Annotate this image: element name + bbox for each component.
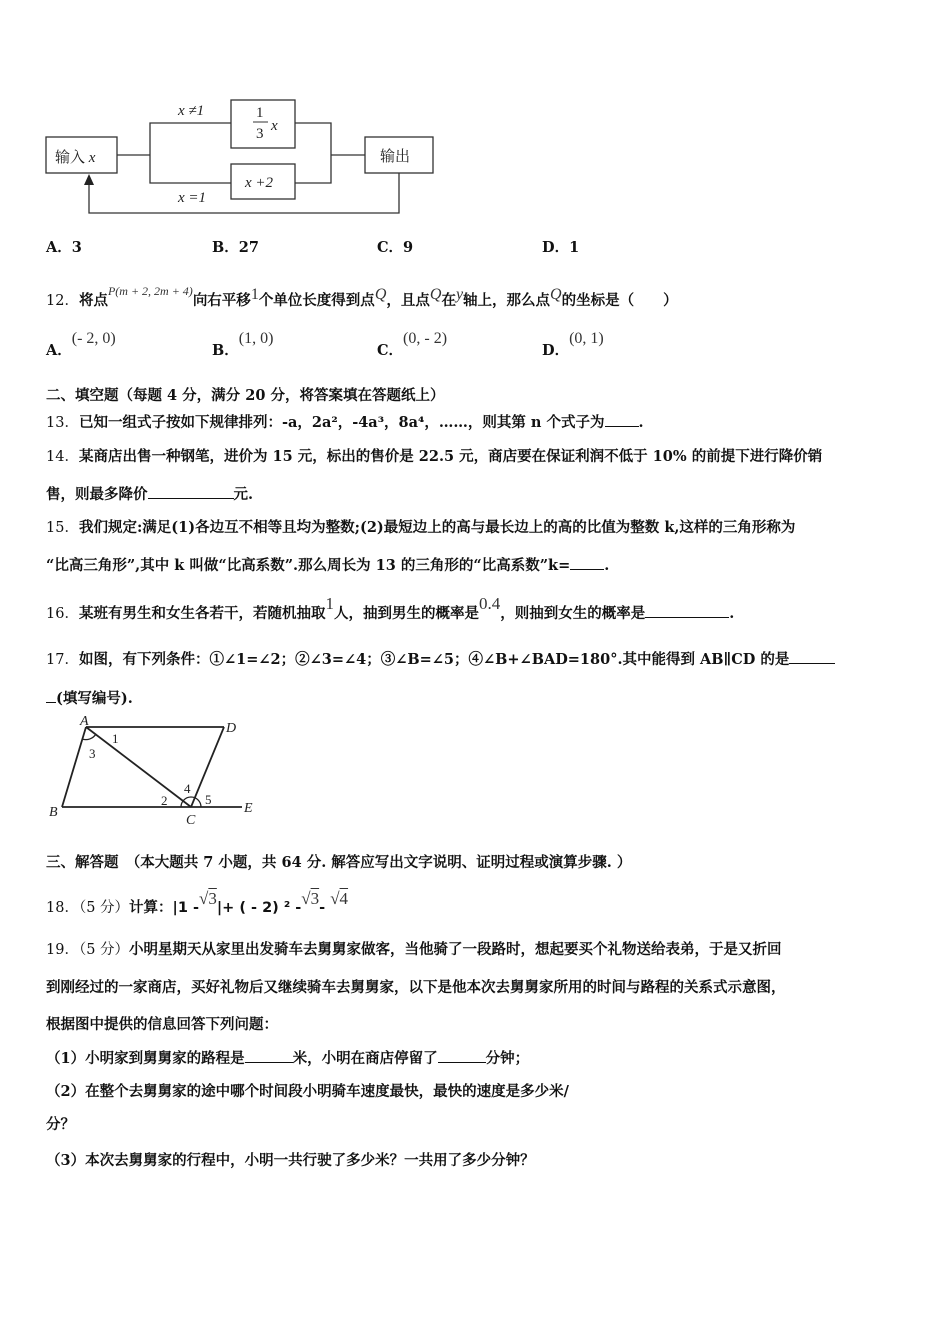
segment-ac — [86, 727, 191, 807]
q12-option-b[interactable]: B．(1, 0) — [212, 330, 274, 359]
angle-2-label: 2 — [161, 793, 168, 808]
plus-two-expression: x +2 — [245, 175, 274, 191]
angle-4-label: 4 — [184, 781, 191, 796]
angle-3-label: 3 — [89, 746, 96, 761]
q19-sub-2-cont: 分？ — [46, 1116, 75, 1133]
section-3-heading: 三、解答题 （本大题共 7 小题，共 64 分. 解答应写出文字说明、证明过程或演算步骤. ） — [46, 854, 632, 871]
q16-answer-blank[interactable] — [645, 603, 729, 618]
q19-line-2: 到刚经过的一家商店，买好礼物后又继续骑车去舅舅家，以下是他本次去舅舅家所用的时间与路程的关系式示意图， — [46, 979, 786, 996]
q17-answer-blank-cont[interactable] — [46, 688, 56, 703]
q12-option-c[interactable]: C．(0, - 2) — [377, 330, 448, 359]
fraction-denominator: 3 — [256, 126, 264, 142]
q15-answer-blank[interactable] — [570, 555, 604, 570]
q19-line-1: 19．（5 分）小明星期天从家里出发骑车去舅舅家做客，当他骑了一段路时，想起要买个礼物送给表弟，于是又折回 — [46, 941, 782, 958]
vertex-c-label: C — [186, 813, 196, 828]
q19-stop-time-blank[interactable] — [438, 1048, 486, 1063]
q19-sub-1: （1）小明家到舅舅家的路程是 米，小明在商店停留了 分钟； — [46, 1050, 530, 1067]
q19-distance-blank[interactable] — [245, 1048, 293, 1063]
vertex-a-label: A — [80, 714, 89, 729]
connector-top — [150, 123, 231, 155]
parallelogram-figure — [44, 712, 266, 830]
q11-option-c[interactable]: C．9 — [377, 239, 414, 256]
q17-answer-blank[interactable] — [789, 649, 835, 664]
fraction-numerator: 1 — [256, 105, 264, 121]
connector-top-out — [295, 123, 331, 155]
fraction-variable: x — [271, 118, 278, 134]
output-label: 输出 — [380, 147, 411, 165]
q18-question: 18．（5 分）计算：|1 -√3|+ ( - 2) ² -√3- √4 — [46, 889, 349, 916]
q19-line-3: 根据图中提供的信息回答下列问题： — [46, 1016, 278, 1033]
q13-answer-blank[interactable] — [605, 412, 639, 427]
q17-line-1: 17．如图，有下列条件：①∠1=∠2；②∠3=∠4；③∠B=∠5；④∠B+∠BAD=180°.其中能得到 AB∥CD 的是 — [46, 649, 835, 670]
q15-line-2: “比高三角形”,其中 k 叫做“比高系数”.那么周长为 13 的三角形的“比高系数”k= . — [46, 557, 610, 574]
vertex-b-label: B — [49, 805, 58, 820]
q13-question: 13．已知一组式子按如下规律排列：-a，2a²，-4a³，8a⁴，……，则其第 n 个式子为 . — [46, 414, 644, 431]
condition-not-one: x ≠1 — [178, 103, 205, 119]
q12-point-p: P(m + 2, 2m + 4) — [107, 284, 193, 298]
angle-5-label: 5 — [205, 792, 212, 807]
connector-bottom — [150, 155, 231, 183]
q15-line-1: 15．我们规定:满足(1)各边互不相等且均为整数;(2)最短边上的高与最长边上的高的比值为整数 k,这样的三角形称为 — [46, 519, 796, 536]
q11-option-a[interactable]: A．3 — [46, 239, 82, 256]
q19-sub-3: （3）本次去舅舅家的行程中，小明一共行驶了多少米？一共用了多少分钟？ — [46, 1152, 535, 1169]
q14-line-2: 售，则最多降价 元. — [46, 486, 254, 503]
loop-back-line — [89, 173, 399, 213]
section-2-heading: 二、填空题（每题 4 分，满分 20 分，将答案填在答题纸上） — [46, 387, 445, 404]
q11-option-b[interactable]: B．27 — [212, 239, 259, 256]
q12-option-d[interactable]: D．(0, 1) — [542, 330, 604, 359]
angle-1-label: 1 — [112, 731, 119, 746]
flowchart-figure — [40, 92, 440, 222]
condition-equals-one: x =1 — [178, 190, 207, 206]
q19-sub-2: （2）在整个去舅舅家的途中哪个时间段小明骑车速度最快，最快的速度是多少米/ — [46, 1083, 569, 1100]
connector-bottom-out — [295, 155, 331, 183]
q11-option-d[interactable]: D．1 — [542, 239, 580, 256]
point-e-label: E — [244, 801, 253, 816]
q12-option-a[interactable]: A．(- 2, 0) — [46, 330, 116, 359]
q14-line-1: 14．某商店出售一种钢笔，进价为 15 元，标出的售价是 22.5 元，商店要在保证利润不低于 10% 的前提下进行降价销 — [46, 448, 823, 465]
q14-answer-blank[interactable] — [148, 484, 234, 499]
loop-arrow-head — [84, 174, 94, 185]
q17-line-2: (填写编号). — [46, 688, 133, 709]
q16-question: 16．某班有男生和女生各若干，若随机抽取1人，抽到男生的概率是0.4，则抽到女生的概率是 . — [46, 594, 735, 622]
q12-question: 12．将点$^{P(m + 2, 2m + 4)}$向右平移1个单位长度得到点Q，且点Q在y轴上，那么点Q的坐标是（ ） — [46, 284, 678, 309]
input-label: 输入 x — [55, 148, 96, 166]
vertex-d-label: D — [226, 721, 237, 736]
